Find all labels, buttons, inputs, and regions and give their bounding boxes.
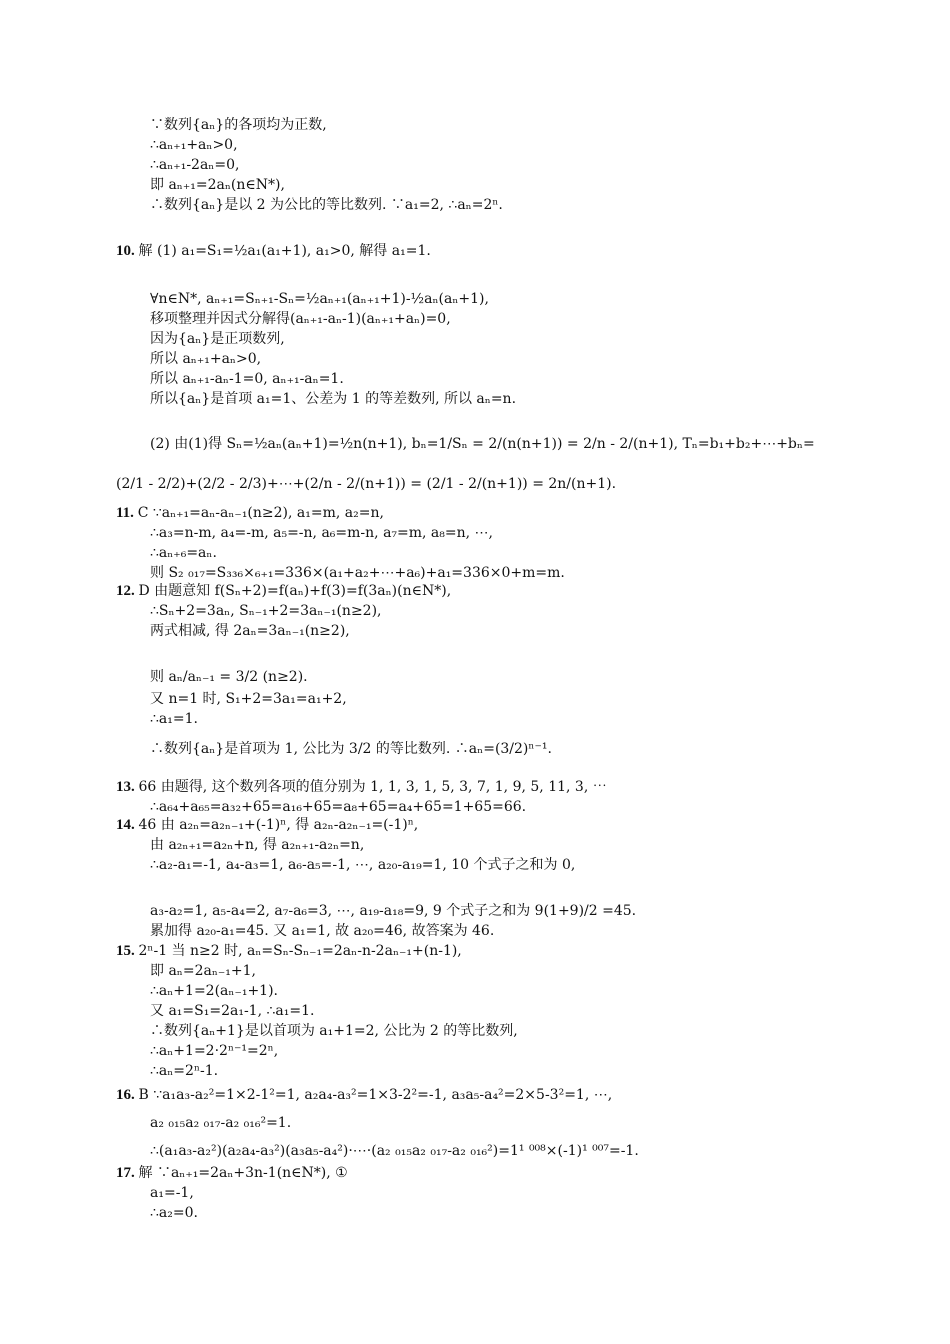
line-text: a₁=-1, [150,1185,194,1201]
line-text: ∴数列{aₙ}是以 2 为公比的等比数列. ∵a₁=2, ∴aₙ=2ⁿ. [150,197,503,213]
line-text: ∀n∈N*, aₙ₊₁=Sₙ₊₁-Sₙ=½aₙ₊₁(aₙ₊₁+1)-½aₙ(aₙ+1), [150,291,489,307]
line-text: 因为{aₙ}是正项数列, [150,331,285,347]
problem-number: 14. [116,817,139,833]
problem-number: 15. [116,943,139,959]
line-text: ∴aₙ₊₆=aₙ. [150,545,217,561]
problem-number: 13. [116,779,139,795]
solution-line [150,962,256,980]
line-text: 则 S₂ ₀₁₇=S₃₃₆×₆₊₁=336×(a₁+a₂+⋯+a₆)+a₁=336×0+m=m. [150,565,565,581]
line-text: ∴a₆₄+a₆₅=a₃₂+65=a₁₆+65=a₈+65=a₄+65=1+65=66. [150,799,527,815]
line-text: 所以 aₙ₊₁-aₙ-1=0, aₙ₊₁-aₙ=1. [150,371,344,387]
line-text: 即 aₙ₊₁=2aₙ(n∈N*), [150,177,285,193]
solution-line [150,922,494,940]
solution-line [150,856,575,874]
line-text: C ∵aₙ₊₁=aₙ-aₙ₋₁(n≥2), a₁=m, a₂=n, [137,505,384,521]
solution-line [150,176,285,194]
solution-line [150,1142,639,1160]
solution-line [150,602,382,620]
line-text: B ∵a₁a₃-a₂²=1×2-1²=1, a₂a₄-a₃²=1×3-2²=-1, a₃a₅-a₄²=2×5-3²=1, ⋯, [138,1087,613,1103]
line-text: ∴aₙ+1=2(aₙ₋₁+1). [150,983,279,999]
problem-line [116,242,431,260]
solution-line [150,740,552,758]
line-text: 解 (1) a₁=S₁=½a₁(a₁+1), a₁>0, 解得 a₁=1. [138,243,431,259]
line-text: D 由题意知 f(Sₙ+2)=f(aₙ)+f(3)=f(3aₙ)(n∈N*), [138,583,452,599]
line-text: ∵数列{aₙ}的各项均为正数, [150,117,327,133]
line-text: 又 n=1 时, S₁+2=3a₁=a₁+2, [150,691,347,707]
line-text: ∴a₃=n-m, a₄=-m, a₅=-n, a₆=m-n, a₇=m, a₈=n, ⋯, [150,525,493,541]
line-text: 2ⁿ-1 当 n≥2 时, aₙ=Sₙ-Sₙ₋₁=2aₙ-n-2aₙ₋₁+(n-1), [138,943,462,959]
solution-line [150,622,350,640]
line-text: 由 a₂ₙ₊₁=a₂ₙ+n, 得 a₂ₙ₊₁-a₂ₙ=n, [150,837,365,853]
line-text: (2/1 - 2/2)+(2/2 - 2/3)+⋯+(2/n - 2/(n+1)) = (2/1 - 2/(n+1)) = 2n/(n+1). [116,476,617,492]
line-text: 46 由 a₂ₙ=a₂ₙ₋₁+(-1)ⁿ, 得 a₂ₙ-a₂ₙ₋₁=(-1)ⁿ, [138,817,419,833]
solution-line [150,1022,518,1040]
line-text: ∴(a₁a₃-a₂²)(a₂a₄-a₃²)(a₃a₅-a₄²)·⋯·(a₂ ₀₁₅a₂ ₀₁₇-a₂ ₀₁₆²)=1¹ ⁰⁰⁸×(-1)¹ ⁰⁰⁷=-1. [150,1143,639,1159]
line-text: 又 a₁=S₁=2a₁-1, ∴a₁=1. [150,1003,315,1019]
solution-line [150,1204,198,1222]
solution-line [150,798,526,816]
solution-line [150,836,364,854]
solution-line [150,690,347,708]
line-text: ∴aₙ₊₁-2aₙ=0, [150,157,240,173]
solution-line [150,710,198,728]
line-text: ∴数列{aₙ+1}是以首项为 a₁+1=2, 公比为 2 的等比数列, [150,1023,518,1039]
line-text: ∴a₂=0. [150,1205,198,1221]
problem-line [116,504,384,522]
line-text: a₃-a₂=1, a₅-a₄=2, a₇-a₆=3, ⋯, a₁₉-a₁₈=9, 9 个式子之和为 9(1+9)/2 =45. [150,903,637,919]
solution-line [150,1184,194,1202]
solution-line [150,1042,278,1060]
solution-line [150,1002,314,1020]
line-text: 所以 aₙ₊₁+aₙ>0, [150,351,262,367]
solution-line [150,330,285,348]
solution-line [150,435,815,453]
line-text: 即 aₙ=2aₙ₋₁+1, [150,963,256,979]
problem-line [116,582,451,600]
line-text: ∴Sₙ+2=3aₙ, Sₙ₋₁+2=3aₙ₋₁(n≥2), [150,603,382,619]
solution-line [150,290,489,308]
problem-number: 17. [116,1165,139,1181]
line-text: 累加得 a₂₀-a₁=45. 又 a₁=1, 故 a₂₀=46, 故答案为 46. [150,923,495,939]
line-text: ∴数列{aₙ}是首项为 1, 公比为 3/2 的等比数列. ∴aₙ=(3/2)ⁿ⁻¹. [150,741,552,757]
problem-number: 11. [116,505,138,521]
solution-line [150,1114,291,1132]
solution-line [150,370,344,388]
solution-line [150,116,327,134]
problem-line [116,942,462,960]
problem-line [116,1164,348,1182]
line-text: ∴aₙ=2ⁿ-1. [150,1063,219,1079]
problem-number: 12. [116,583,139,599]
solution-line [150,156,239,174]
line-text: ∴a₁=1. [150,711,198,727]
solution-line [150,524,493,542]
solution-line [150,668,308,686]
line-text: ∴aₙ+1=2·2ⁿ⁻¹=2ⁿ, [150,1043,279,1059]
solution-line [150,564,565,582]
solution-line [150,1062,218,1080]
solution-line [150,544,217,562]
line-text: (2) 由(1)得 Sₙ=½aₙ(aₙ+1)=½n(n+1), bₙ=1/Sₙ = 2/(n(n+1)) = 2/n - 2/(n+1), Tₙ=b₁+b₂+⋯+bₙ= [150,436,815,452]
line-text: ∴aₙ₊₁+aₙ>0, [150,137,238,153]
solution-line [116,475,616,493]
line-text: 移项整理并因式分解得(aₙ₊₁-aₙ-1)(aₙ₊₁+aₙ)=0, [150,311,451,327]
solution-line [150,136,238,154]
solution-line [150,902,636,920]
line-text: 解 ∵aₙ₊₁=2aₙ+3n-1(n∈N*), ① [138,1165,348,1181]
problem-line [116,816,418,834]
solution-line [150,310,451,328]
line-text: ∴a₂-a₁=-1, a₄-a₃=1, a₆-a₅=-1, ⋯, a₂₀-a₁₉=1, 10 个式子之和为 0, [150,857,576,873]
problem-line [116,778,607,796]
line-text: 则 aₙ/aₙ₋₁ = 3/2 (n≥2). [150,669,308,685]
problem-number: 10. [116,243,139,259]
line-text: 所以{aₙ}是首项 a₁=1、公差为 1 的等差数列, 所以 aₙ=n. [150,391,517,407]
solution-line [150,196,503,214]
solution-line [150,350,261,368]
problem-number: 16. [116,1087,139,1103]
line-text: a₂ ₀₁₅a₂ ₀₁₇-a₂ ₀₁₆²=1. [150,1115,292,1131]
line-text: 两式相减, 得 2aₙ=3aₙ₋₁(n≥2), [150,623,350,639]
line-text: 66 由题得, 这个数列各项的值分别为 1, 1, 3, 1, 5, 3, 7, 1, 9, 5, 11, 3, ⋯ [138,779,607,795]
solution-line [150,982,278,1000]
solution-line [150,390,516,408]
problem-line [116,1086,612,1104]
